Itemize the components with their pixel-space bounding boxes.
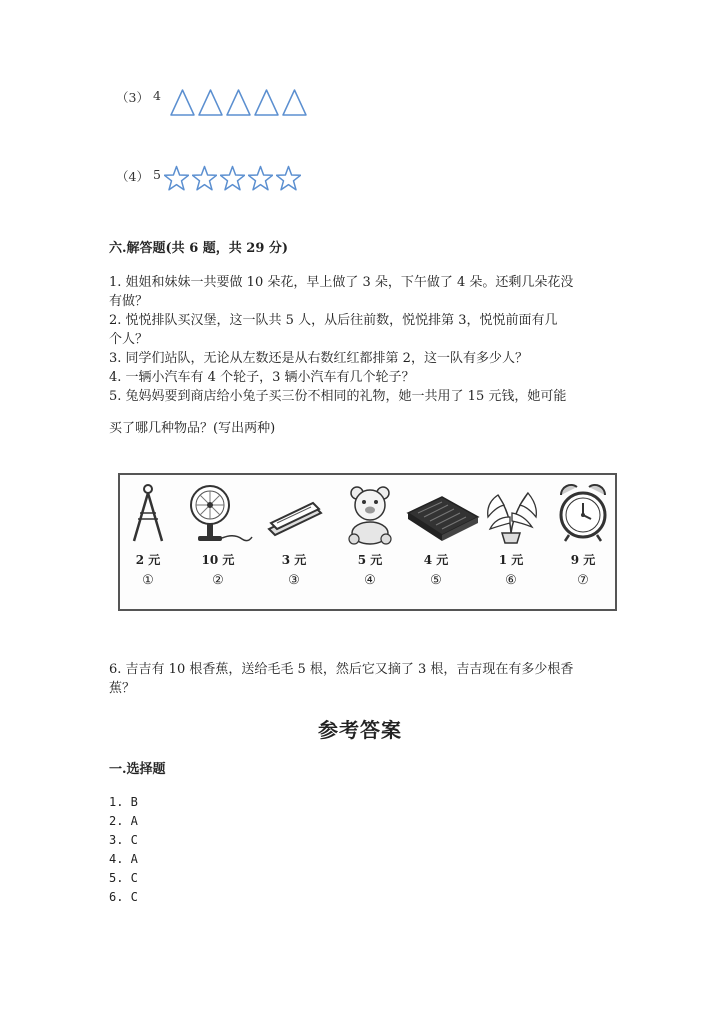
problem-line: 个人？ <box>109 332 149 347</box>
item-price: 4 元 <box>423 553 449 567</box>
problem-line: 有做？ <box>109 294 149 309</box>
item-price: 2 元 <box>135 553 161 567</box>
answer-item: 3. C <box>109 833 138 847</box>
fan-icon <box>184 483 254 545</box>
problem-line: 6. 吉吉有 10 根香蕉，送给毛毛 5 根，然后它又摘了 3 根，吉吉现在有多少根香 <box>109 662 574 677</box>
plant-icon <box>480 483 542 545</box>
answer-item: 4. A <box>109 852 138 866</box>
problem-line: 蕉？ <box>109 681 136 696</box>
item-price: 1 元 <box>498 553 524 567</box>
item-cushion <box>402 483 470 588</box>
star-icon <box>220 165 245 193</box>
alarm-clock-icon <box>555 483 611 545</box>
item-price: 3 元 <box>281 553 307 567</box>
triangle-icon <box>198 88 223 116</box>
item-fan <box>184 483 252 588</box>
item-index: ④ <box>364 573 376 588</box>
problem-line: 3. 同学们站队，无论从左数还是从右数红红都排第 2，这一队有多少人？ <box>109 351 528 366</box>
section6-title: 六.解答题(共 6 题，共 29 分) <box>109 241 289 256</box>
answer-item: 5. C <box>109 871 138 885</box>
cushion-icon <box>402 483 482 545</box>
item-price: 5 元 <box>357 553 383 567</box>
answer-item: 2. A <box>109 814 138 828</box>
item-index: ⑦ <box>577 573 589 588</box>
item-index: ② <box>212 573 224 588</box>
triangle-icon <box>226 88 251 116</box>
item-compass <box>114 483 182 588</box>
item-price: 10 元 <box>201 553 235 567</box>
star-icon <box>164 165 189 193</box>
answers-section-title: 一.选择题 <box>109 762 166 777</box>
answer-item: 6. C <box>109 890 138 904</box>
item-index: ⑤ <box>430 573 442 588</box>
item-index: ① <box>142 573 154 588</box>
triangle-icon <box>254 88 279 116</box>
compass-icon <box>128 483 168 545</box>
item-teddy <box>336 483 404 588</box>
star-row <box>164 165 301 193</box>
question-number: 5 <box>153 167 161 182</box>
triangle-row <box>170 88 307 116</box>
item-index: ③ <box>288 573 300 588</box>
answer-item: 1. B <box>109 795 138 809</box>
star-icon <box>192 165 217 193</box>
stapler-icon <box>263 483 325 545</box>
triangle-icon <box>282 88 307 116</box>
teddy-bear-icon <box>343 483 397 545</box>
item-stapler <box>260 483 328 588</box>
problem-line: 5. 兔妈妈要到商店给小兔子买三份不相同的礼物，她一共用了 15 元钱，她可能 <box>109 389 567 404</box>
question-number: 4 <box>153 88 161 103</box>
problem-line: 2. 悦悦排队买汉堡，这一队共 5 人，从后往前数，悦悦排第 3，悦悦前面有几 <box>109 313 558 328</box>
question-label: （3） <box>116 90 149 105</box>
question-label: （4） <box>116 169 149 184</box>
star-icon <box>248 165 273 193</box>
item-index: ⑥ <box>505 573 517 588</box>
item-plant <box>477 483 545 588</box>
price-items-figure <box>118 473 617 611</box>
problem-line: 买了哪几种物品？(写出两种) <box>109 421 276 436</box>
problem-line: 4. 一辆小汽车有 4 个轮子，3 辆小汽车有几个轮子？ <box>109 370 415 385</box>
problem-line: 1. 姐姐和妹妹一共要做 10 朵花，早上做了 3 朵，下午做了 4 朵。还剩几朵花没 <box>109 275 574 290</box>
triangle-icon <box>170 88 195 116</box>
answers-title: 参考答案 <box>318 718 402 742</box>
item-price: 9 元 <box>570 553 596 567</box>
star-icon <box>276 165 301 193</box>
item-clock <box>549 483 617 588</box>
